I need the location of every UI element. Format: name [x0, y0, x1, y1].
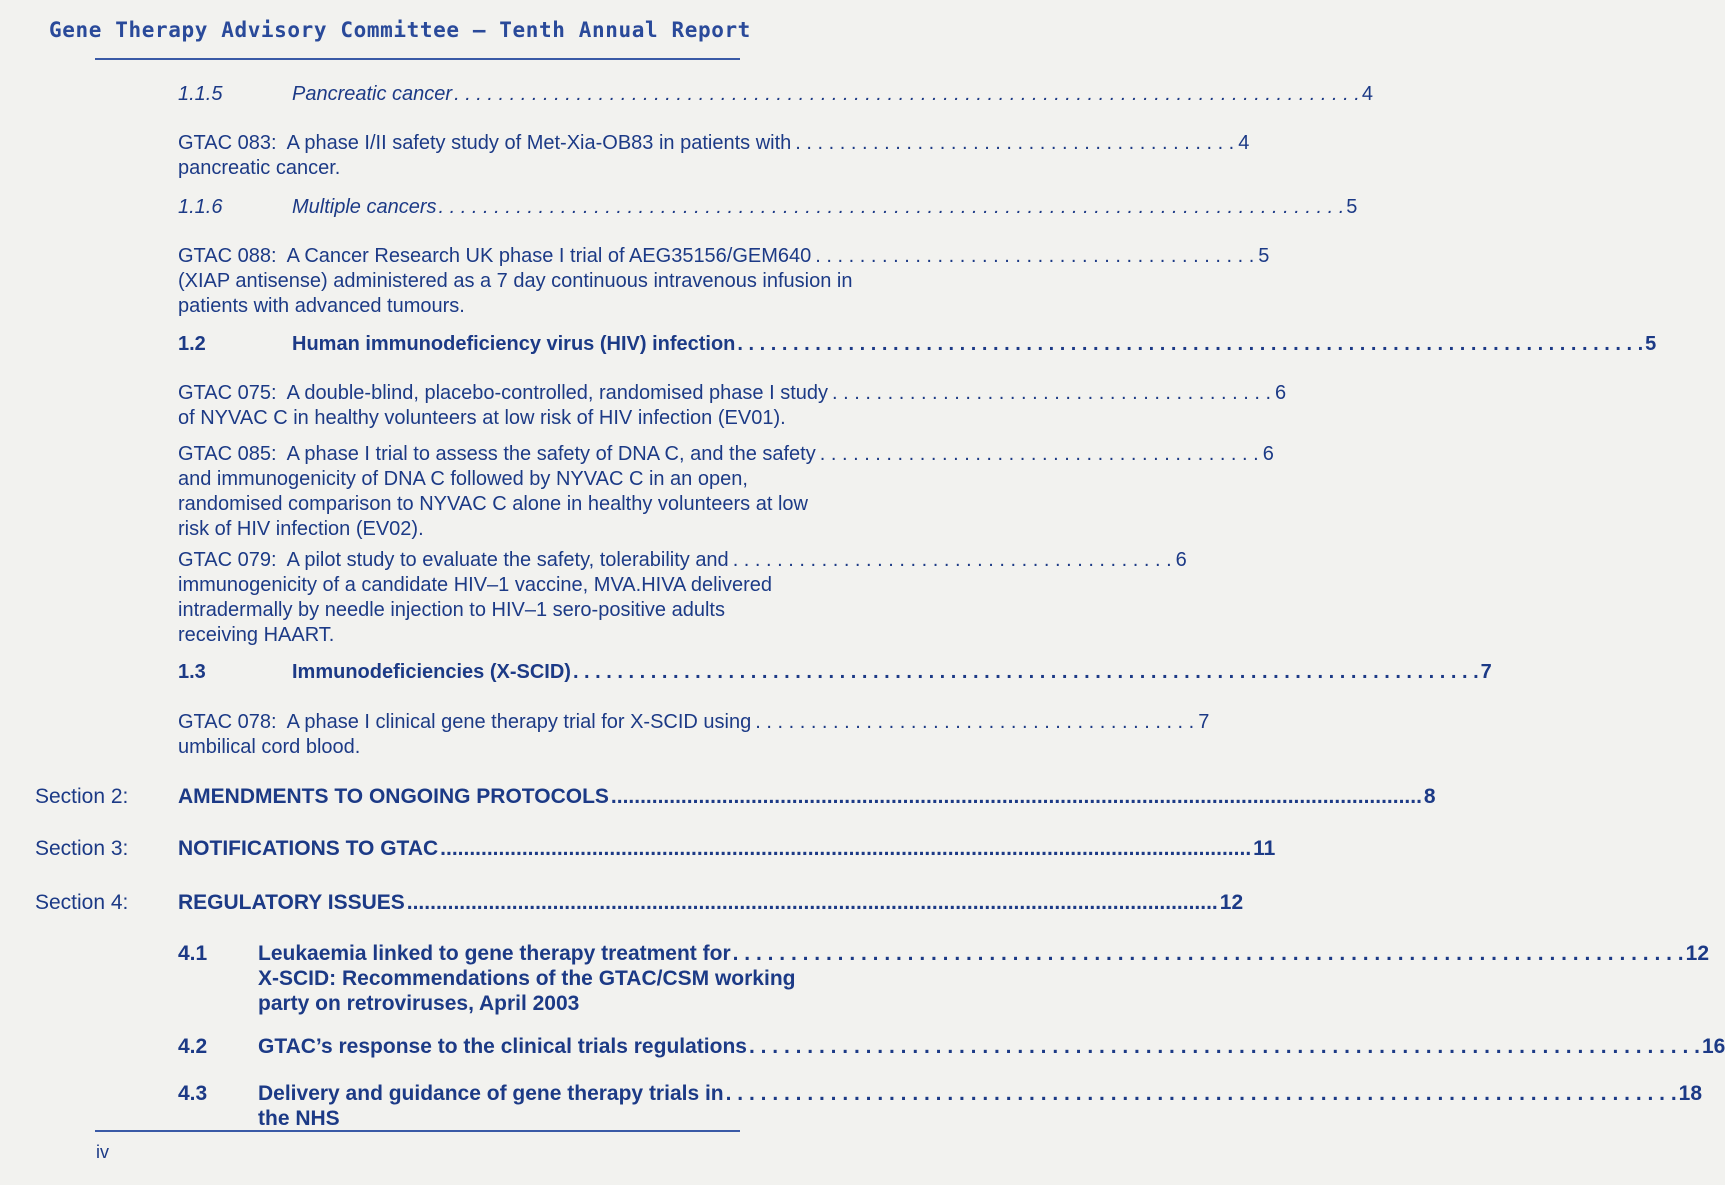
dot-leader — [816, 442, 1263, 467]
gtac-text: A phase I/II safety study of Met-Xia-OB83 in patients with — [286, 132, 792, 154]
toc-entry-1-3[interactable] — [178, 660, 1492, 685]
gtac-text: A phase I clinical gene therapy trial for X-SCID using — [286, 711, 752, 733]
gtac-page: 5 — [1258, 245, 1270, 267]
dot-leader — [571, 660, 1481, 685]
gtac-text-cont: (XIAP antisense) administered as a 7 day continuous intravenous infusion in — [178, 270, 853, 292]
dot-leader — [437, 195, 1347, 220]
entry-number: 4.3 — [178, 1082, 208, 1105]
section-label: Section 3: — [35, 837, 129, 860]
section-page: 11 — [1253, 837, 1276, 860]
dot-leader — [731, 941, 1686, 966]
gtac-text-cont: pancreatic cancer. — [178, 157, 341, 179]
entry-page: 12 — [1685, 942, 1710, 965]
entry-title: GTAC’s response to the clinical trials regulations — [258, 1035, 747, 1058]
entry-title-cont: the NHS — [258, 1107, 340, 1130]
entry-page: 16 — [1701, 1035, 1725, 1058]
dot-leader — [791, 131, 1238, 156]
footer-rule — [95, 1130, 740, 1132]
toc-section-2[interactable] — [178, 785, 1436, 809]
gtac-code: GTAC 083: — [178, 132, 277, 154]
gtac-text: A phase I trial to assess the safety of DNA C, and the safety — [286, 443, 816, 465]
gtac-page: 6 — [1275, 382, 1287, 404]
gtac-text-cont: receiving HAART. — [178, 624, 335, 646]
toc-entry-4-3[interactable] — [178, 1081, 1703, 1131]
entry-number: 1.3 — [178, 661, 206, 683]
dot-leader — [452, 82, 1362, 107]
toc-entry-1-2[interactable] — [178, 332, 1657, 357]
gtac-code: GTAC 078: — [178, 711, 277, 733]
section-title: REGULATORY ISSUES — [178, 891, 405, 914]
toc-item-gtac-079[interactable] — [178, 548, 1187, 648]
gtac-text-cont: randomised comparison to NYVAC C alone in healthy volunteers at low — [178, 493, 808, 515]
toc-entry-4-2[interactable] — [178, 1034, 1725, 1059]
entry-number: 1.1.6 — [178, 196, 223, 218]
gtac-text: A double-blind, placebo-controlled, randomised phase I study — [286, 382, 829, 404]
toc-entry-4-1[interactable] — [178, 941, 1710, 1016]
gtac-text-cont: intradermally by needle injection to HIV–1 sero-positive adults — [178, 599, 725, 621]
entry-page: 4 — [1361, 83, 1373, 105]
entry-page: 7 — [1480, 661, 1492, 683]
header-rule — [95, 58, 740, 60]
toc-item-gtac-075[interactable] — [178, 381, 1287, 431]
section-title: NOTIFICATIONS TO GTAC — [178, 837, 439, 860]
toc-section-4[interactable] — [178, 891, 1244, 915]
entry-number: 4.2 — [178, 1035, 208, 1058]
section-title: AMENDMENTS TO ONGOING PROTOCOLS — [178, 785, 609, 808]
dot-leader — [724, 1081, 1679, 1106]
dot-leader — [811, 244, 1258, 269]
toc-entry-1-1-6[interactable] — [178, 195, 1358, 220]
dot-leader — [405, 891, 1220, 915]
gtac-text: A Cancer Research UK phase I trial of AEG35156/GEM640 — [286, 245, 812, 267]
gtac-code: GTAC 088: — [178, 245, 277, 267]
section-page: 8 — [1423, 785, 1436, 808]
gtac-text-cont: and immunogenicity of DNA C followed by NYVAC C in an open, — [178, 468, 748, 490]
gtac-text: A pilot study to evaluate the safety, tolerability and — [286, 549, 729, 571]
entry-title-cont: X-SCID: Recommendations of the GTAC/CSM working — [258, 967, 796, 990]
entry-number: 1.2 — [178, 333, 206, 355]
gtac-text-cont: umbilical cord blood. — [178, 736, 361, 758]
gtac-page: 7 — [1198, 711, 1210, 733]
entry-title: Multiple cancers — [292, 196, 437, 218]
running-header: Gene Therapy Advisory Committee – Tenth Annual Report — [49, 18, 751, 42]
gtac-code: GTAC 079: — [178, 549, 277, 571]
entry-number: 1.1.5 — [178, 83, 223, 105]
gtac-text-cont: of NYVAC C in healthy volunteers at low risk of HIV infection (EV01). — [178, 407, 786, 429]
toc-entry-1-1-5[interactable] — [178, 82, 1373, 107]
toc-item-gtac-078[interactable] — [178, 710, 1210, 760]
toc-item-gtac-088[interactable] — [178, 244, 1270, 319]
gtac-text-cont: risk of HIV infection (EV02). — [178, 518, 424, 540]
dot-leader — [729, 548, 1176, 573]
section-label: Section 4: — [35, 891, 129, 914]
dot-leader — [747, 1034, 1702, 1059]
entry-number: 4.1 — [178, 942, 208, 965]
gtac-code: GTAC 075: — [178, 382, 277, 404]
dot-leader — [751, 710, 1198, 735]
dot-leader — [828, 381, 1275, 406]
dot-leader — [735, 332, 1645, 357]
toc-section-3[interactable] — [178, 837, 1276, 861]
entry-title: Leukaemia linked to gene therapy treatment for — [258, 942, 731, 965]
dot-leader — [438, 837, 1253, 861]
gtac-text-cont: patients with advanced tumours. — [178, 295, 465, 317]
dot-leader — [609, 785, 1424, 809]
gtac-page: 4 — [1238, 132, 1250, 154]
entry-title: Immunodeficiencies (X-SCID) — [292, 661, 571, 683]
section-label: Section 2: — [35, 785, 129, 808]
toc-item-gtac-083[interactable] — [178, 131, 1250, 181]
gtac-text-cont: immunogenicity of a candidate HIV–1 vaccine, MVA.HIVA delivered — [178, 574, 773, 596]
toc-item-gtac-085[interactable] — [178, 442, 1274, 542]
section-page: 12 — [1219, 891, 1244, 914]
entry-page: 5 — [1346, 196, 1358, 218]
page-number: iv — [96, 1142, 109, 1162]
entry-page: 18 — [1678, 1082, 1703, 1105]
entry-page: 5 — [1645, 333, 1657, 355]
entry-title: Human immunodeficiency virus (HIV) infection — [292, 333, 736, 355]
entry-title: Delivery and guidance of gene therapy trials in — [258, 1082, 724, 1105]
entry-title-cont: party on retroviruses, April 2003 — [258, 992, 580, 1015]
gtac-page: 6 — [1262, 443, 1274, 465]
entry-title: Pancreatic cancer — [292, 83, 453, 105]
gtac-code: GTAC 085: — [178, 443, 277, 465]
gtac-page: 6 — [1175, 549, 1187, 571]
